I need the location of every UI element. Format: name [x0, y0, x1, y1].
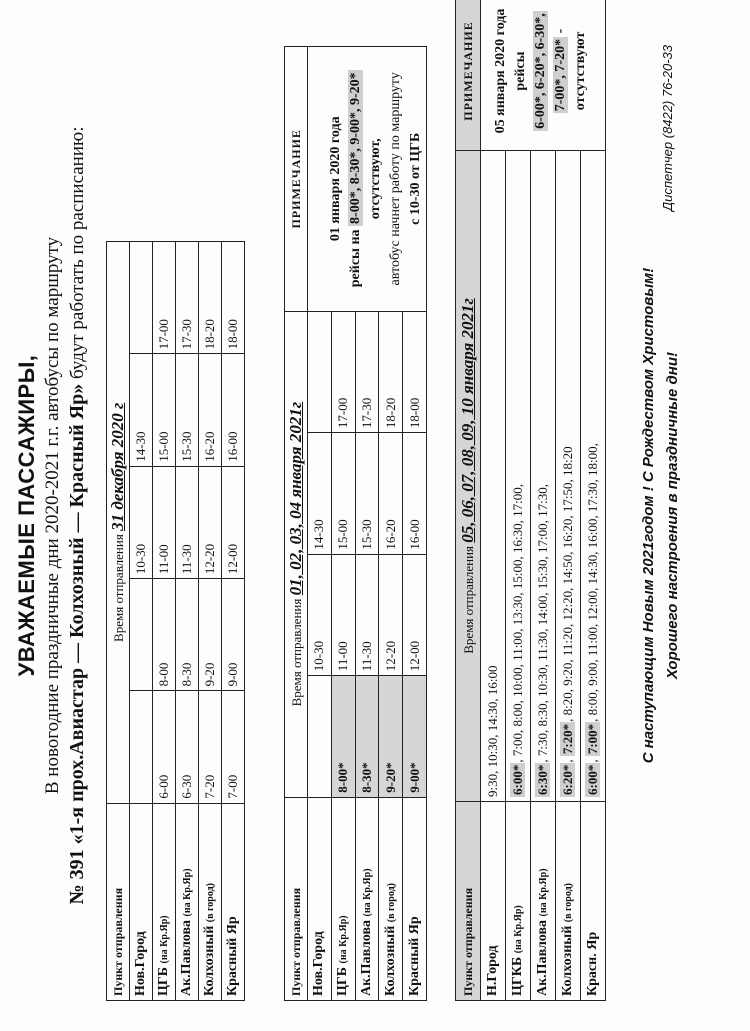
table-header-row [456, 0, 481, 1001]
note-line: отсутствуют [573, 31, 588, 111]
time-cell: 16-00 [222, 354, 245, 466]
wish-text: Хорошего настроения в праздничные дни! [664, 352, 681, 679]
time-cell: 15-30 [176, 354, 199, 466]
stop-label: ЦГБ [156, 966, 171, 996]
stop-label: Красн. Яр [585, 931, 600, 996]
stop-name [403, 797, 427, 1000]
stop-label: Колхозный [382, 925, 398, 996]
stop-direction: (на Кр.Яр) [538, 868, 549, 917]
stop-label: Ак.Павлова [358, 919, 374, 996]
stop-label: Красный Яр [406, 916, 422, 996]
time-list: 9:30, 10:30, 14:30, 16:00 [485, 665, 500, 797]
caption-text: Время отправления [111, 534, 126, 642]
time-cell: 18-00 [403, 311, 427, 433]
dispatcher-phone: Диспетчер (8422) 76-20-33 [660, 45, 675, 211]
stop-label: ЦГБ [335, 966, 351, 996]
stop-name [308, 797, 332, 1000]
time-cell: 10-30 [130, 466, 153, 578]
note-line: рейсы [513, 51, 528, 91]
times-cell [531, 151, 556, 802]
note-cell [308, 47, 427, 312]
stop-name [331, 797, 355, 1000]
table-row [506, 0, 531, 1001]
time-cell: 12-00 [403, 554, 427, 676]
time-cell: 10-30 [308, 554, 332, 676]
time-cell: 16-20 [199, 354, 222, 466]
time-cell: 17-00 [153, 242, 176, 354]
stop-label: Нов.Город [133, 931, 148, 996]
stop-name [531, 802, 556, 1001]
time-cell: 11-00 [331, 554, 355, 676]
note-line: 05 января 2020 года [493, 8, 508, 134]
table-row [531, 0, 556, 1001]
table-row [556, 0, 581, 1001]
time-cell: 16-20 [379, 433, 403, 555]
cancelled-time: 7:20* [560, 723, 575, 755]
time-cell: 17-30 [176, 242, 199, 354]
time-cell: 9-20* [379, 676, 403, 798]
stop-label: Колхозный [202, 925, 217, 996]
times-cell [481, 151, 506, 802]
time-cell: 12-20 [199, 466, 222, 578]
time-cell [130, 579, 153, 691]
stop-label: Ак.Павлова [179, 919, 194, 996]
table-row [308, 47, 332, 1001]
caption-text: Время отправления [461, 545, 476, 654]
stop-name [581, 802, 606, 1001]
time-cell: 8-00* [331, 676, 355, 798]
time-cell: 14-30 [308, 433, 332, 555]
time-cell: 11-30 [355, 554, 379, 676]
note-header: ПРИМЕЧАНИЕ [456, 0, 481, 151]
note-line: автобус начнет работу по маршруту [388, 72, 403, 286]
note-dash: - [553, 28, 568, 37]
time-cell: 12-00 [222, 466, 245, 578]
note-line: 01 января 2020 года [328, 116, 343, 242]
time-cell: 8-00 [153, 579, 176, 691]
time-cell: 15-00 [153, 354, 176, 466]
stop-label: Колхозный [560, 925, 575, 996]
greeting-text: С наступающим Новым 2021годом ! С Рождеством Христовым! [640, 267, 657, 764]
time-cell [308, 676, 332, 798]
time-cell: 11-00 [153, 466, 176, 578]
cancelled-time: 6:00* [585, 764, 600, 795]
schedule-date: 05, 06, 07, 08, 09, 10 января 2021г [458, 298, 477, 543]
time-cell: 7-20 [199, 691, 222, 803]
stop-name [556, 802, 581, 1001]
table-caption [456, 151, 481, 802]
route-line [66, 0, 89, 1031]
time-cell: 11-30 [176, 466, 199, 578]
note-line: с 10-30 от ЦГБ [408, 132, 423, 225]
time-cell: 15-00 [331, 433, 355, 555]
stop-name [153, 803, 176, 1000]
note-times: 8-00*, 8-30*, 9-00*, 9-20* [348, 72, 363, 224]
route-name: № 391 «1-я прох.Авиастар — Колхозный — Красный Яр» [66, 383, 88, 905]
schedule-date: 31 декабря 2020 г [108, 402, 127, 531]
schedule-date: 01, 02, 03, 04 января 2021г [286, 401, 305, 596]
time-cell: 14-30 [130, 354, 153, 466]
time-cell [308, 311, 332, 433]
time-list: , 7:00, 8:00, 10:00, 11:00, 13:30, 15:00, 16:30, 17:00, [510, 483, 525, 763]
stop-label: Нов.Город [311, 931, 327, 996]
time-cell: 6-00 [153, 691, 176, 803]
time-cell: 18-20 [199, 242, 222, 354]
table-caption [107, 242, 130, 804]
time-cell: 15-30 [355, 433, 379, 555]
times-cell: 6:00*, 7:00*, 8:00, 9:00, 11:00, 12:00, 14:30, 16:00, 17:30, 18:00, [581, 151, 606, 802]
stop-direction: (в город) [385, 883, 397, 923]
stop-name [222, 803, 245, 1000]
note-times: 7-00*, 7-20* [553, 38, 568, 112]
stop-direction: (на Кр.Яр) [182, 868, 193, 917]
col-header-stop: Пункт отправления [456, 802, 481, 1001]
cancelled-time: 6:00* [510, 764, 525, 795]
table-caption [285, 311, 308, 797]
note-header: ПРИМЕЧАНИЕ [285, 47, 308, 312]
schedule-table-dec31 [106, 241, 245, 1001]
note-line [346, 51, 366, 307]
time-cell: 8-30* [355, 676, 379, 798]
table-row [153, 242, 176, 1001]
stop-label: Красный Яр [225, 916, 240, 996]
table-header-row [107, 242, 130, 1001]
time-cell: 8-30 [176, 579, 199, 691]
col-header-stop: Пункт отправления [285, 797, 308, 1000]
stop-label: Ак.Павлова [535, 919, 550, 996]
stop-direction: (на Кр.Яр) [338, 915, 350, 964]
note-line: отсутствуют, [368, 138, 383, 220]
table-row [481, 0, 506, 1001]
cancelled-time: 7:00* [585, 723, 600, 755]
stop-direction: (на Кр.Яр) [361, 868, 373, 917]
stop-name [506, 802, 531, 1001]
time-cell [130, 691, 153, 803]
stop-direction: (в город) [563, 883, 574, 923]
table-row [130, 242, 153, 1001]
stop-name [199, 803, 222, 1000]
note-line [551, 0, 571, 146]
schedule-table-jan01-04 [284, 46, 427, 1001]
stop-name [481, 802, 506, 1001]
time-cell: 7-00 [222, 691, 245, 803]
table-row [222, 242, 245, 1001]
time-cell: 16-00 [403, 433, 427, 555]
schedule-table-jan05-10 [455, 0, 606, 1001]
time-cell: 18-20 [379, 311, 403, 433]
stop-name [355, 797, 379, 1000]
stop-direction: (на Кр.Яр) [159, 915, 170, 964]
cancelled-time: 6:20* [560, 764, 575, 795]
time-cell: 9-00 [222, 579, 245, 691]
table-header-row [285, 47, 308, 1001]
stop-label: Н.Город [485, 945, 500, 996]
note-text: рейсы на [348, 229, 363, 288]
table-row [199, 242, 222, 1001]
intro-line: В новогодние праздничные дни 2020-2021 г.г. автобусы по маршруту [42, 236, 63, 795]
times-cell: 6:20*, 7:20*, 8:20, 9:20, 11:20, 12:20, 14:50, 16:20, 17:50, 18:20 [556, 151, 581, 802]
stop-label: ЦГКБ [510, 956, 525, 996]
col-header-stop: Пункт отправления [107, 803, 130, 1000]
table-row [581, 0, 606, 1001]
note-times: 6-00*, 6-20*, 6-30*, [533, 13, 548, 129]
times-cell [506, 151, 531, 802]
time-list: , 8:00, 9:00, 11:00, 12:00, 14:30, 16:00, 17:30, 18:00, [585, 443, 600, 722]
note-cell [481, 0, 606, 151]
time-cell: 17-00 [331, 311, 355, 433]
note-line [531, 0, 551, 146]
time-list: , 8:20, 9:20, 11:20, 12:20, 14:50, 16:20, 17:50, 18:20 [560, 446, 575, 722]
route-line-tail: будут работать по расписанию: [67, 126, 88, 380]
cancelled-time: 6:30* [535, 764, 550, 795]
caption-text: Время отправления [289, 598, 304, 707]
time-cell: 17-30 [355, 311, 379, 433]
time-cell: 9-20 [199, 579, 222, 691]
stop-name [130, 803, 153, 1000]
time-list: , 7:30, 8:30, 10:30, 11:30, 14:00, 15:30, 17:00, 17:30, [535, 483, 550, 763]
stop-name [176, 803, 199, 1000]
stop-direction: (на Кр.Яр) [513, 905, 524, 954]
time-cell: 18-00 [222, 242, 245, 354]
stop-direction: (в город) [205, 883, 216, 923]
time-cell: 9-00* [403, 676, 427, 798]
time-cell [130, 242, 153, 354]
time-cell: 6-30 [176, 691, 199, 803]
stop-name [379, 797, 403, 1000]
time-cell: 12-20 [379, 554, 403, 676]
table-row [176, 242, 199, 1001]
page-title: УВАЖАЕМЫЕ ПАССАЖИРЫ, [14, 354, 39, 677]
